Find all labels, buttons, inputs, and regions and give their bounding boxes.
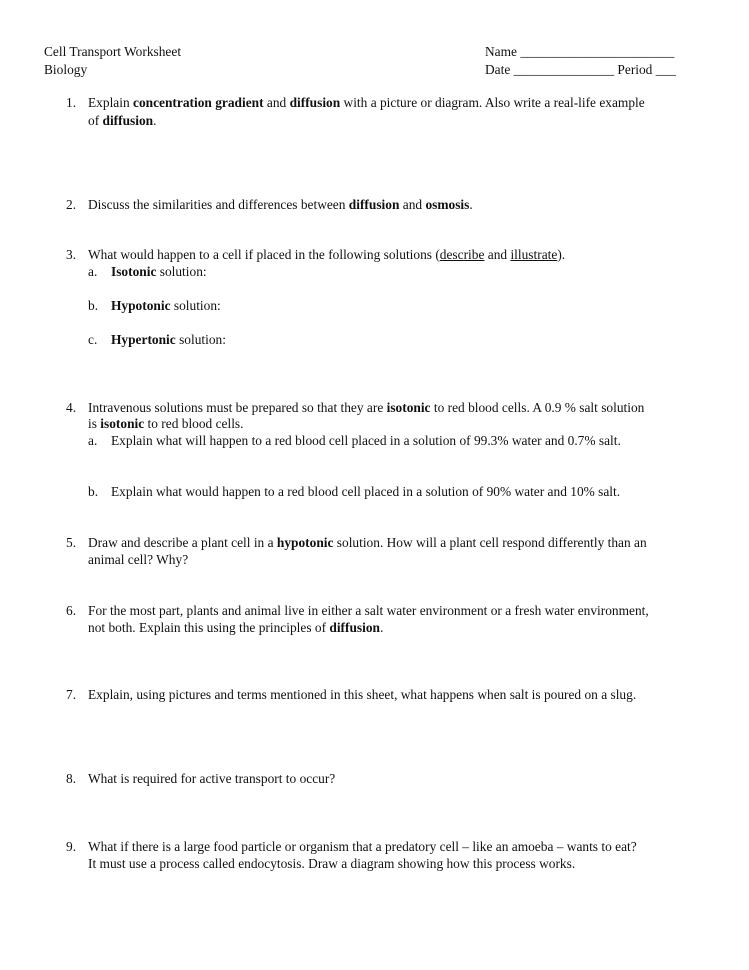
question-number: 3. <box>66 247 77 262</box>
question-number: 4. <box>66 400 77 415</box>
sub-item-isotonic: Isotonic solution: <box>111 264 207 279</box>
subject-label: Biology <box>44 62 88 77</box>
question-number: 5. <box>66 535 77 550</box>
question-number: 1. <box>66 95 77 110</box>
period-field: Period ___ <box>617 62 676 77</box>
question-text-line: Explain, using pictures and terms mentioned in this sheet, what happens when salt is poured on a slug. <box>88 687 637 702</box>
name-field: Name _______________________ <box>485 44 675 59</box>
sub-item-letter: a. <box>88 433 98 448</box>
question-text-line: What is required for active transport to occur? <box>88 771 336 786</box>
date-field: Date _______________ <box>485 62 615 77</box>
question-number: 9. <box>66 839 77 854</box>
date-period-field <box>485 62 676 78</box>
sub-item-letter: a. <box>88 264 98 279</box>
sub-item-letter: c. <box>88 332 98 347</box>
question-number: 6. <box>66 603 77 618</box>
question-text-line: For the most part, plants and animal live in either a salt water environment or a fresh water environment, <box>88 603 649 618</box>
question-text-line: Discuss the similarities and differences between diffusion and osmosis. <box>88 197 473 212</box>
worksheet-title: Cell Transport Worksheet <box>44 44 182 59</box>
sub-item-letter: b. <box>88 484 99 499</box>
question-text-line: What would happen to a cell if placed in the following solutions (describe and illustrate). <box>88 247 566 262</box>
question-number: 7. <box>66 687 77 702</box>
question-text-line: Draw and describe a plant cell in a hypotonic solution. How will a plant cell respond differently than an <box>88 535 647 550</box>
question-text-line: not both. Explain this using the principles of diffusion. <box>88 620 384 635</box>
question-text-line: animal cell? Why? <box>88 552 189 567</box>
sub-item-text: Explain what would happen to a red blood cell placed in a solution of 90% water and 10% salt. <box>111 484 621 499</box>
question-text-line: is isotonic to red blood cells. <box>88 416 244 431</box>
question-text-line: What if there is a large food particle or organism that a predatory cell – like an amoeba – wants to eat? <box>88 839 637 854</box>
question-number: 8. <box>66 771 77 786</box>
question-number: 2. <box>66 197 77 212</box>
sub-item-hypertonic: Hypertonic solution: <box>111 332 226 347</box>
question-text-line: Explain concentration gradient and diffusion with a picture or diagram. Also write a real-life example <box>88 95 645 110</box>
question-text-line: Intravenous solutions must be prepared so that they are isotonic to red blood cells. A 0.9 % salt solution <box>88 400 645 415</box>
sub-item-letter: b. <box>88 298 99 313</box>
sub-item-text: Explain what will happen to a red blood cell placed in a solution of 99.3% water and 0.7% salt. <box>111 433 621 448</box>
question-text-line: of diffusion. <box>88 113 157 128</box>
question-text-line: It must use a process called endocytosis. Draw a diagram showing how this process works. <box>88 856 576 871</box>
sub-item-hypotonic: Hypotonic solution: <box>111 298 221 313</box>
